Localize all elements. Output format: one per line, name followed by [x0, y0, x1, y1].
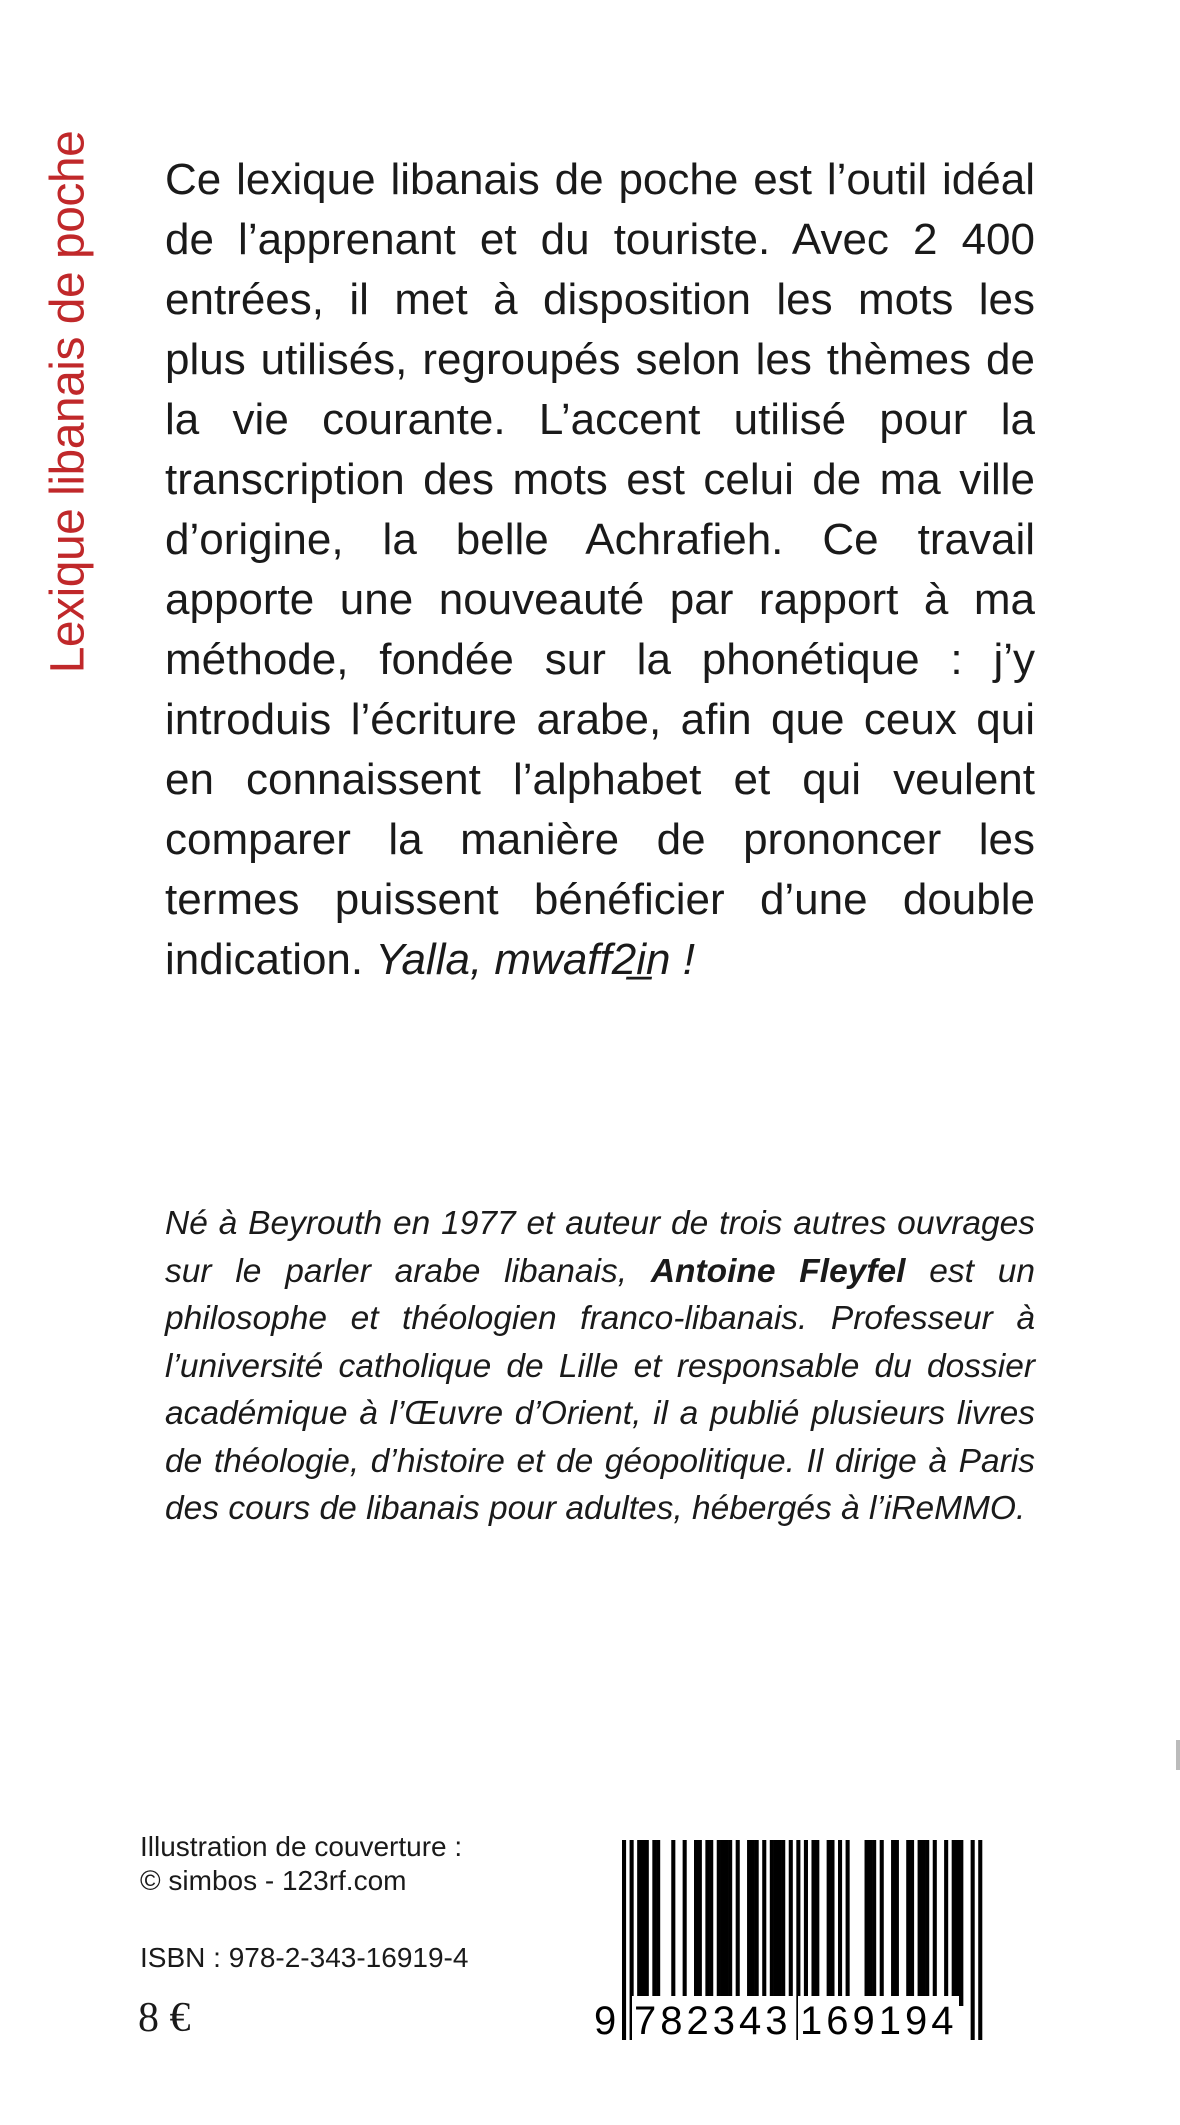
barcode-bar	[910, 1840, 914, 2006]
bio-text-end: est un philosophe et théologien franco-libanais. Professeur à l’université catholique de Lille et responsable du dossier académique à l’Œuvre d’Orient, il a publié plusieurs livres de théologie, d’histoire et de géopolitique. Il dirige à Paris des cours de libanais pour adultes, hébergés à l’iReMMO.	[165, 1252, 1035, 1527]
barcode-bar	[789, 1840, 793, 2006]
barcode-bar	[955, 1840, 959, 2006]
barcode-bar	[698, 1840, 702, 2006]
barcode-bar	[645, 1840, 649, 2006]
barcode-bar	[709, 1840, 713, 2006]
isbn-label: ISBN : 978-2-343-16919-4	[140, 1942, 469, 1973]
barcode-bar	[637, 1840, 641, 2006]
barcode-bar	[652, 1840, 656, 2006]
barcode-digits	[592, 1996, 984, 2046]
barcode-bar	[895, 1840, 899, 2006]
barcode-bar	[721, 1840, 725, 2006]
barcode-bar	[868, 1840, 872, 2006]
barcode-bar	[827, 1840, 831, 2006]
barcode-bar	[933, 1840, 937, 2006]
barcode-bar	[838, 1840, 842, 2006]
barcode-bar	[921, 1840, 925, 2006]
barcode-bar	[705, 1840, 709, 2006]
author-name: Antoine Fleyfel	[650, 1252, 906, 1290]
barcode-bar	[891, 1840, 895, 2006]
illustration-credit-label: Illustration de couverture :	[140, 1831, 463, 1862]
barcode-bar	[811, 1840, 815, 2006]
blurb-text: Ce lexique libanais de poche est l’outil idéal de l’apprenant et du touriste. Avec 2 400 entrées, il met à disposition les mots les plus utilisés, regroupés selon les thèmes de la vie courante. L’accent utilisé pour la transcription des mots est celui de ma ville d’origine, la belle Achrafieh. Ce travail apporte une nouveauté par rapport à ma méthode, fondée sur la phonétique : j’y introduis l’écriture arabe, afin que ceux qui en connaissent l’alphabet et qui veulent comparer la manière de prononcer les termes puissent bénéficier d’une double indication.	[165, 155, 1035, 984]
barcode-bar	[747, 1840, 751, 2006]
barcode-bar	[694, 1840, 698, 2006]
barcode-bar	[717, 1840, 721, 2006]
barcode-bar	[952, 1840, 956, 2006]
barcode-bar	[641, 1840, 645, 2006]
barcode-bar	[762, 1840, 766, 2006]
barcode-bar	[777, 1840, 781, 2006]
barcode-bar	[728, 1840, 732, 2006]
barcode-bar	[872, 1840, 876, 2006]
barcode-bar	[656, 1840, 660, 2006]
barcode-right-group: 169194	[798, 1996, 959, 2046]
bio-text-start: Né à Beyrouth en 1977 et auteur de trois autres ouvrages sur le parler arabe libanais,	[165, 1205, 1035, 1290]
barcode-bar	[736, 1840, 740, 2006]
barcode-bar	[781, 1840, 785, 2006]
barcode-first-digit: 9	[592, 1996, 618, 2046]
barcode-bar	[830, 1840, 834, 2006]
barcode-bar	[815, 1840, 819, 2006]
barcode-bar	[918, 1840, 922, 2006]
price-label: 8 €	[138, 1995, 191, 2041]
barcode-bar	[925, 1840, 929, 2006]
author-bio	[165, 1200, 1035, 1533]
barcode-bar	[774, 1840, 778, 2006]
trim-mark	[1176, 1740, 1180, 1770]
blurb-closing: Yalla, mwaff2i̲n !	[375, 935, 695, 984]
illustration-credit-source: © simbos - 123rf.com	[140, 1865, 407, 1896]
barcode-bar	[770, 1840, 774, 2006]
barcode-bar	[751, 1840, 755, 2006]
illustration-credit	[140, 1830, 462, 1898]
barcode-bar	[671, 1840, 675, 2006]
barcode-bar	[724, 1840, 728, 2006]
barcode-bar	[683, 1840, 687, 2006]
barcode-bar	[906, 1840, 910, 2006]
barcode-bar	[846, 1840, 850, 2006]
barcode-bar	[755, 1840, 759, 2006]
barcode-left-group: 782343	[632, 1996, 793, 2046]
barcode-bar	[944, 1840, 948, 2006]
barcode-bar	[880, 1840, 884, 2006]
barcode-bar	[865, 1840, 869, 2006]
spine-title: Lexique libanais de poche	[41, 130, 95, 674]
back-cover-blurb	[165, 150, 1035, 990]
barcode-bar	[959, 1840, 963, 2006]
